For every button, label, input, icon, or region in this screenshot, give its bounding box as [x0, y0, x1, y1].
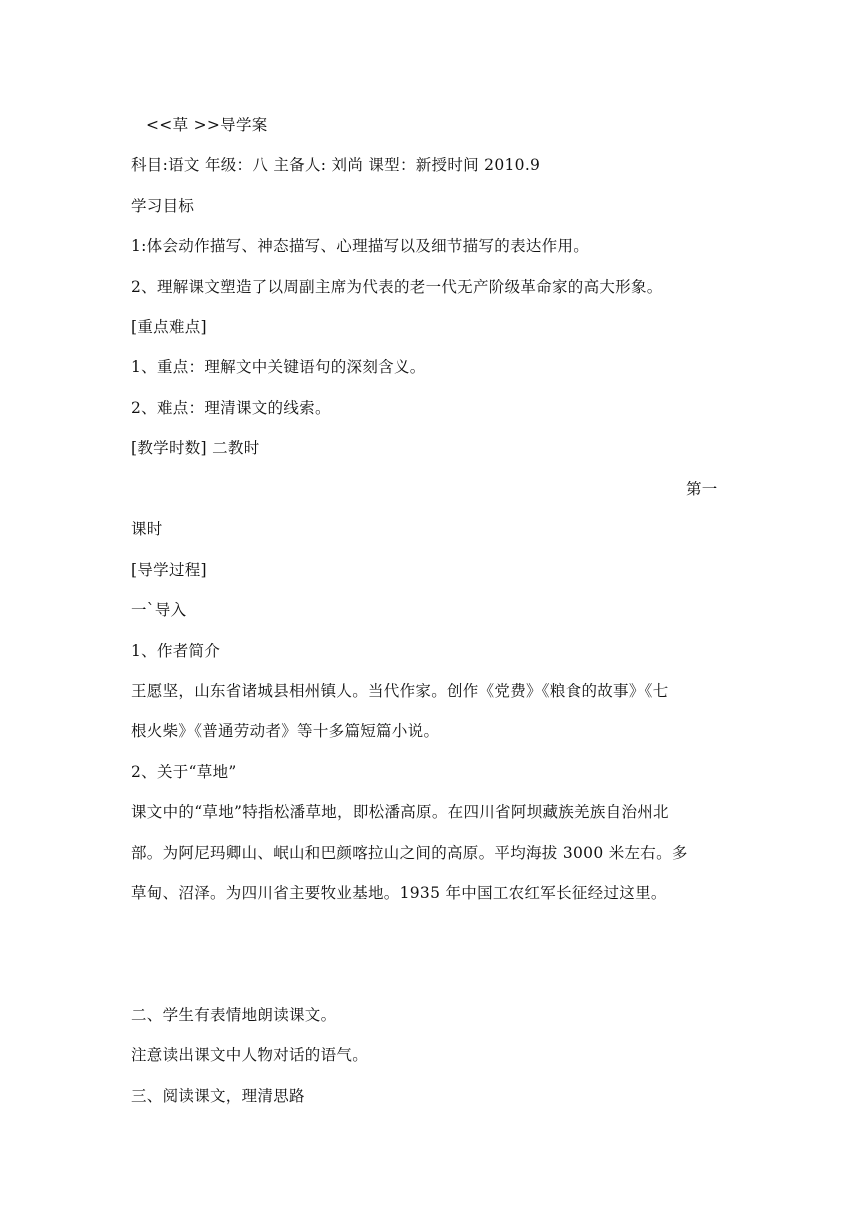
objectives-heading: 学习目标	[131, 197, 195, 215]
section-2-note: 注意读出课文中人物对话的语气。	[131, 1046, 369, 1064]
lesson-first-label: 第一	[686, 480, 718, 498]
grassland-text-line-3: 草甸、沼泽。为四川省主要牧业基地。1935 年中国工农红军长征经过这里。	[131, 884, 667, 902]
grassland-heading: 2、关于“草地”	[131, 763, 237, 781]
lesson-first-label-cont: 课时	[131, 520, 163, 538]
objective-2: 2、理解课文塑造了以周副主席为代表的老一代无产阶级革命家的高大形象。	[131, 278, 663, 296]
process-heading: [导学过程]	[131, 561, 207, 579]
section-3-heading: 三、阅读课文，理清思路	[131, 1087, 305, 1105]
grassland-text-line-2: 部。为阿尼玛卿山、岷山和巴颜喀拉山之间的高原。平均海拔 3000 米左右。多	[131, 844, 688, 862]
hours-line: [教学时数] 二教时	[131, 439, 260, 457]
key-point-2: 2、难点：理清课文的线索。	[131, 399, 331, 417]
section-1-heading: 一`导入	[131, 601, 187, 619]
document-title: <<草 >>导学案	[146, 116, 268, 134]
section-2-heading: 二、学生有表情地朗读课文。	[131, 1006, 337, 1024]
objective-1: 1:体会动作描写、神态描写、心理描写以及细节描写的表达作用。	[131, 237, 590, 255]
grassland-text-line-1: 课文中的“草地”特指松潘草地，即松潘高原。在四川省阿坝藏族羌族自治州北	[131, 803, 669, 821]
key-points-heading: [重点难点]	[131, 318, 207, 336]
meta-line: 科目:语文 年级：八 主备人: 刘尚 课型：新授时间 2010.9	[131, 156, 541, 174]
author-intro-heading: 1、作者简介	[131, 642, 221, 660]
author-text-line-2: 根火柴》《普通劳动者》等十多篇短篇小说。	[131, 722, 440, 740]
author-text-line-1: 王愿坚，山东省诸城县相州镇人。当代作家。创作《党费》《粮食的故事》《七	[131, 682, 669, 700]
key-point-1: 1、重点：理解文中关键语句的深刻含义。	[131, 358, 426, 376]
